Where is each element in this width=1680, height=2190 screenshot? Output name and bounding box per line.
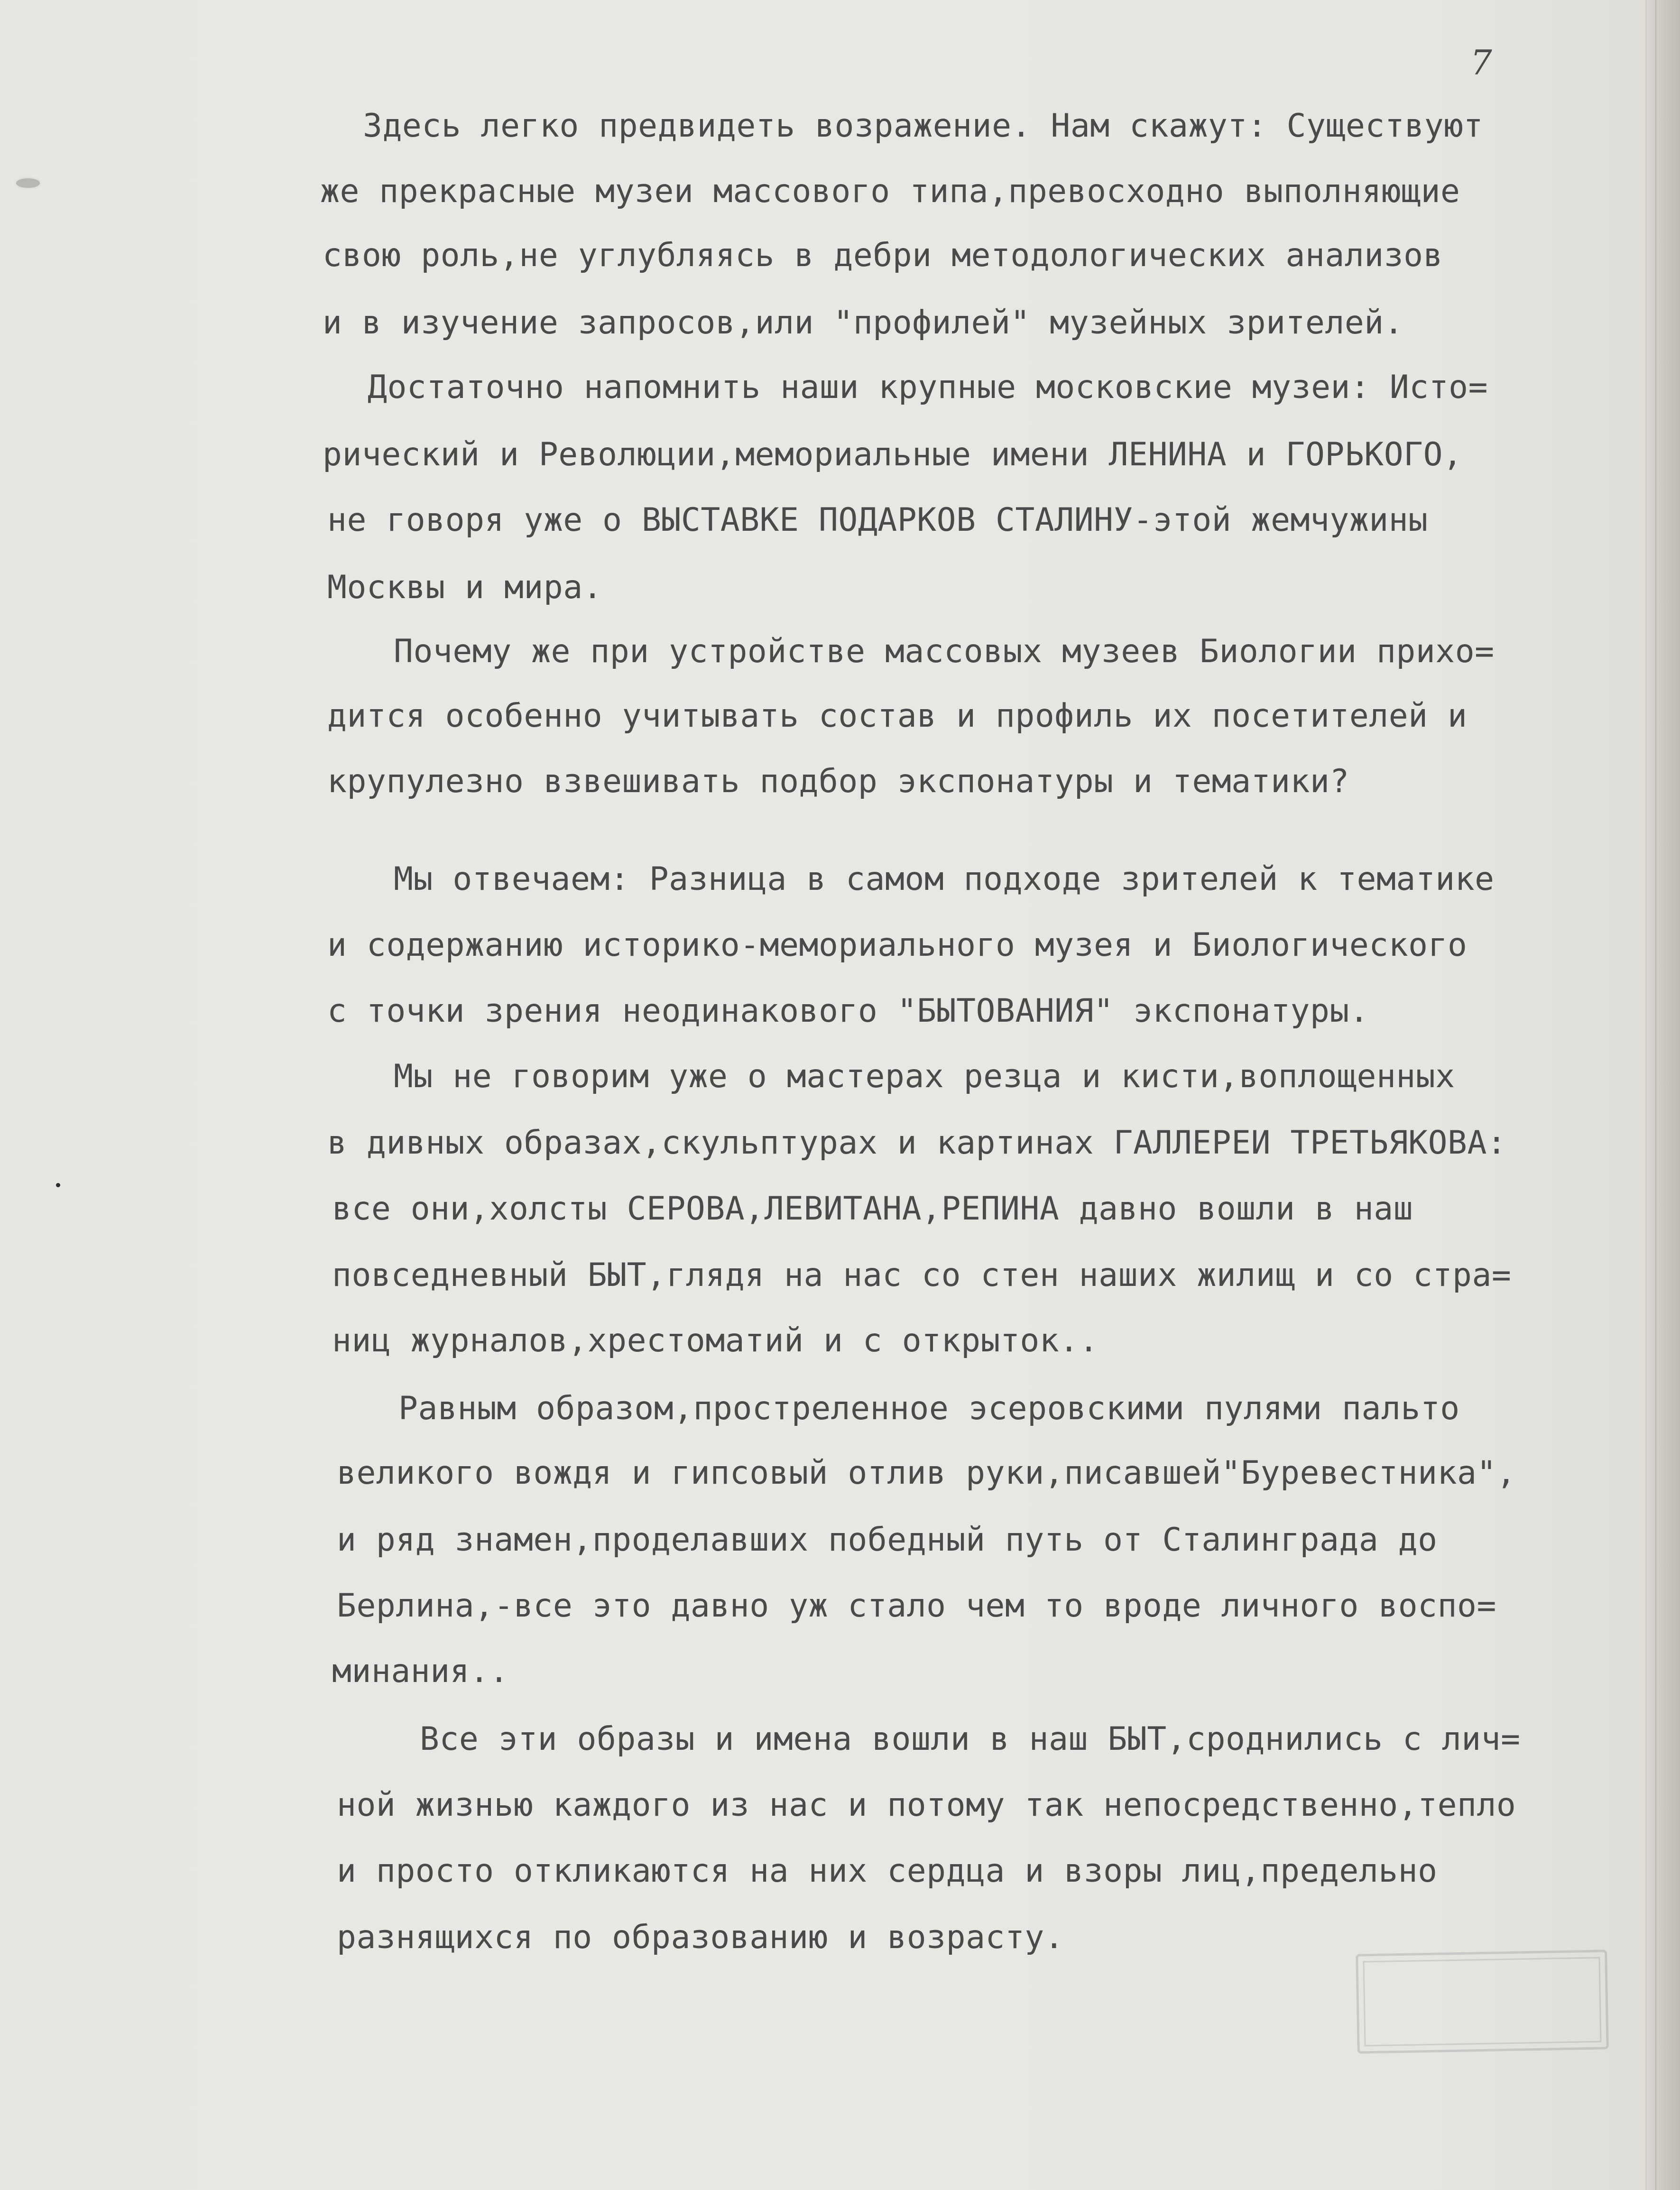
text-line: и содержанию историко-мемориального музея и Биологического — [327, 926, 1468, 964]
text-line: Все эти образы и имена вошли в наш БЫТ,сроднились с лич= — [420, 1720, 1521, 1758]
text-line: крупулезно взвешивать подбор экспонатуры и тематики? — [327, 763, 1349, 800]
text-line: Москвы и мира. — [327, 569, 603, 606]
text-line: дится особенно учитывать состав и профиль их посетителей и — [327, 697, 1468, 735]
text-line: не говоря уже о ВЫСТАВКЕ ПОДАРКОВ СТАЛИНУ-этой жемчужины — [327, 501, 1428, 539]
text-line: Равным образом,простреленное эсеровскими пулями пальто — [398, 1390, 1460, 1427]
text-line: Мы отвечаем: Разница в самом подходе зрителей к тематике — [394, 860, 1495, 898]
text-line: свою роль,не углубляясь в дебри методологических анализов — [323, 237, 1443, 274]
text-line: Почему же при устройстве массовых музеев Биологии прихо= — [394, 633, 1495, 670]
text-line: рический и Революции,мемориальные имени ЛЕНИНА и ГОРЬКОГО, — [323, 436, 1463, 473]
text-line: великого вождя и гипсовый отлив руки,писавшей"Буревестника", — [337, 1454, 1516, 1492]
text-line: Берлина,-все это давно уж стало чем то вроде личного воспо= — [337, 1587, 1496, 1625]
page-number: 7 — [1470, 43, 1492, 83]
text-line: минания.. — [332, 1653, 509, 1690]
text-line: разнящихся по образованию и возрасту. — [337, 1919, 1064, 1956]
text-line: и в изучение запросов,или "профилей" музейных зрителей. — [323, 304, 1404, 342]
text-line: же прекрасные музеи массового типа,превосходно выполняющие — [320, 173, 1460, 210]
text-line: Достаточно напомнить наши крупные московские музеи: Исто= — [368, 369, 1488, 406]
text-line: и просто откликаются на них сердца и взоры лиц,предельно — [337, 1852, 1438, 1890]
text-line: с точки зрения неодинакового "БЫТОВАНИЯ" экспонатуры. — [327, 992, 1369, 1030]
text-line: и ряд знамен,проделавших победный путь от Сталинграда до — [337, 1521, 1438, 1559]
text-line: Здесь легко предвидеть возражение. Нам скажут: Существуют — [363, 107, 1484, 145]
text-line: ной жизнью каждого из нас и потому так непосредственно,тепло — [337, 1786, 1516, 1824]
text-line: Мы не говорим уже о мастерах резца и кисти,воплощенных — [394, 1058, 1455, 1095]
text-line: повседневный БЫТ,глядя на нас со стен наших жилищ и со стра= — [332, 1257, 1512, 1294]
text-line: ниц журналов,хрестоматий и с открыток.. — [332, 1322, 1099, 1359]
text-line: все они,холсты СЕРОВА,ЛЕВИТАНА,РЕПИНА давно вошли в наш — [332, 1190, 1413, 1228]
text-line: в дивных образах,скульптурах и картинах ГАЛЛЕРЕИ ТРЕТЬЯКОВА: — [327, 1124, 1507, 1162]
